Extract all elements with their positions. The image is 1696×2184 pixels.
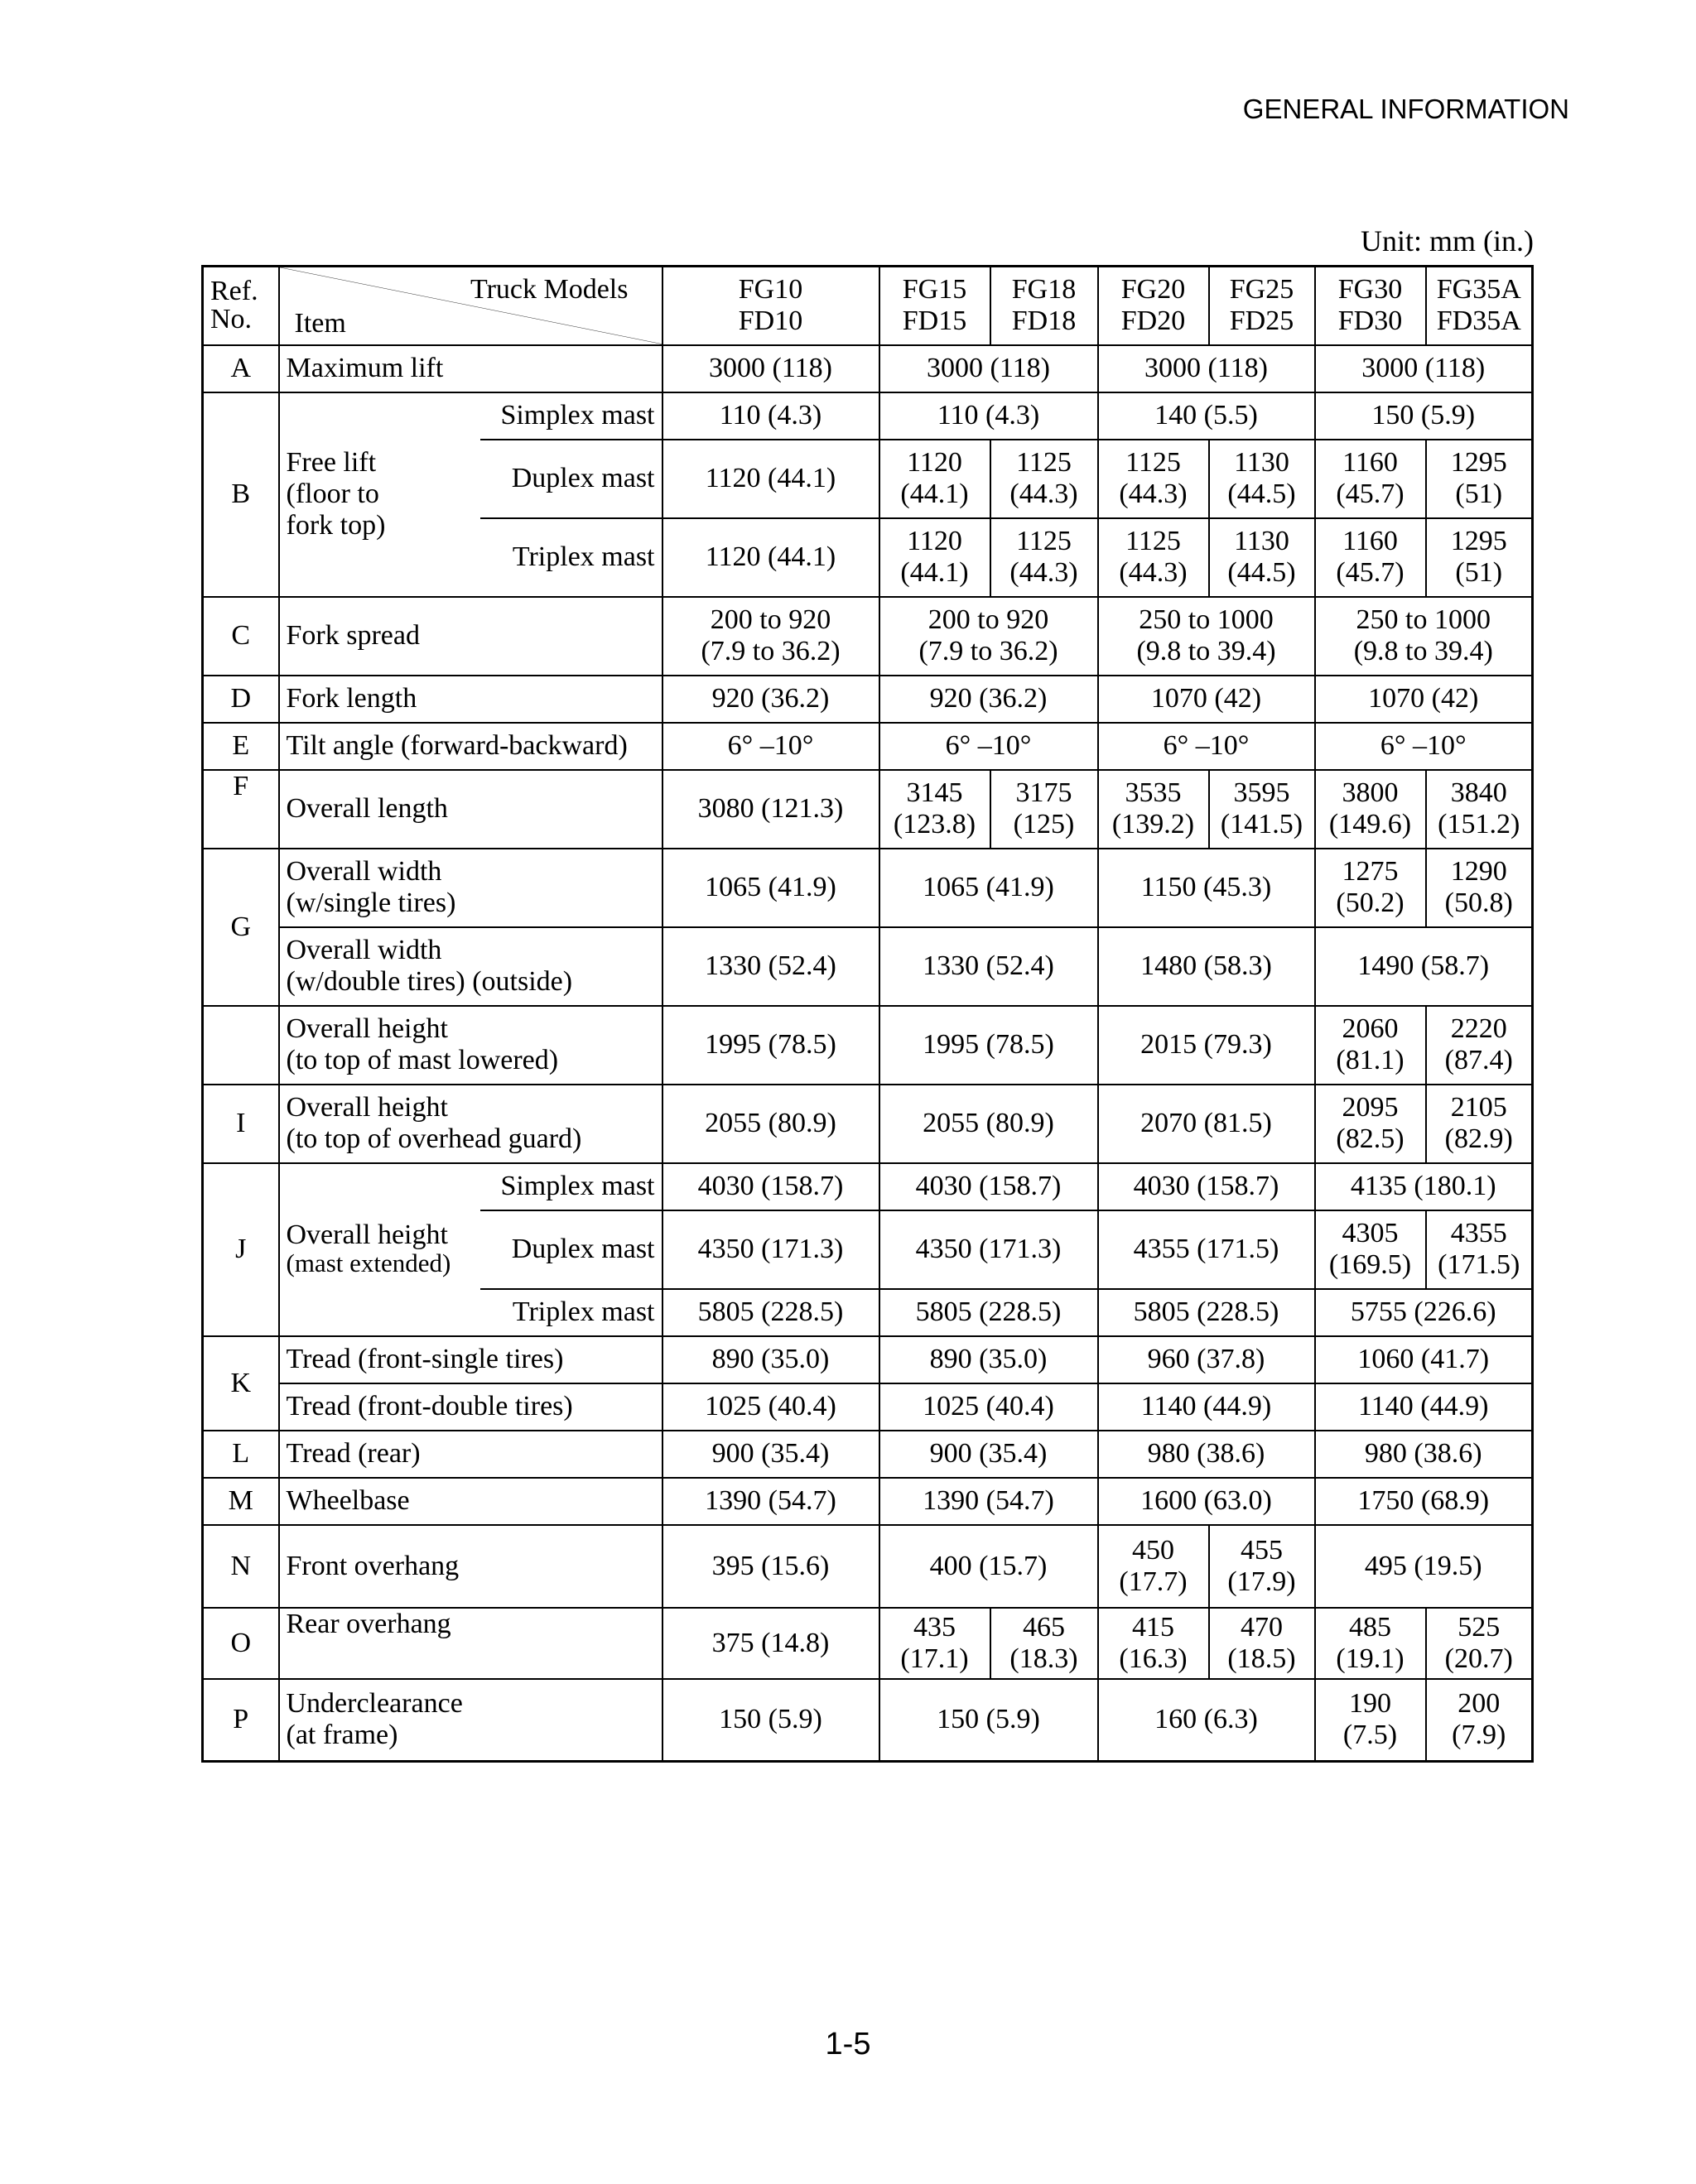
page-number: 1-5 [825, 2027, 871, 2061]
value-cell: 3175 (125) [990, 770, 1098, 849]
table-row [203, 392, 1533, 440]
model-fg35a: FG35A FD35A [1426, 267, 1533, 345]
value-cell: 1125 (44.3) [1098, 518, 1209, 597]
value-cell: 485 (19.1) [1315, 1608, 1426, 1679]
table-row [203, 849, 1533, 927]
table-row [203, 597, 1533, 676]
value-cell: 1750 (68.9) [1315, 1478, 1533, 1525]
ref-cell: B [203, 392, 279, 597]
sub-item-cell: Simplex mast [480, 392, 662, 440]
table-header-row [203, 267, 1533, 345]
value-cell: 4135 (180.1) [1315, 1163, 1533, 1210]
sub-item-cell: Simplex mast [480, 1163, 662, 1210]
value-cell: 1125 (44.3) [990, 518, 1098, 597]
value-cell: 2015 (79.3) [1098, 1006, 1315, 1085]
value-cell: 110 (4.3) [662, 392, 879, 440]
table-row [203, 1431, 1533, 1478]
value-cell: 1070 (42) [1098, 676, 1315, 723]
value-cell: 1060 (41.7) [1315, 1336, 1533, 1383]
table-row [203, 1163, 1533, 1210]
ref-cell: D [203, 676, 279, 723]
value-cell: 3595 (141.5) [1209, 770, 1315, 849]
value-cell: 1025 (40.4) [879, 1383, 1098, 1431]
table-row [203, 676, 1533, 723]
item-cell: Tread (front-double tires) [279, 1383, 662, 1431]
sub-item-cell: Triplex mast [480, 1289, 662, 1336]
value-cell: 150 (5.9) [879, 1679, 1098, 1762]
ref-cell: I [203, 1085, 279, 1163]
ref-cell: A [203, 345, 279, 392]
value-cell: 1290 (50.8) [1426, 849, 1533, 927]
value-cell: 1160 (45.7) [1315, 518, 1426, 597]
value-cell: 6° –10° [879, 723, 1098, 770]
value-cell: 3800 (149.6) [1315, 770, 1426, 849]
value-cell: 890 (35.0) [879, 1336, 1098, 1383]
item-label: Item [294, 307, 346, 339]
value-cell: 900 (35.4) [879, 1431, 1098, 1478]
value-cell: 400 (15.7) [879, 1525, 1098, 1608]
value-cell: 1330 (52.4) [879, 927, 1098, 1006]
value-cell: 3145 (123.8) [879, 770, 990, 849]
value-cell: 200 to 920 (7.9 to 36.2) [879, 597, 1098, 676]
value-cell: 1140 (44.9) [1098, 1383, 1315, 1431]
value-cell: 3000 (118) [1098, 345, 1315, 392]
value-cell: 3000 (118) [662, 345, 879, 392]
table-row [203, 770, 1533, 849]
ref-cell: C [203, 597, 279, 676]
value-cell: 250 to 1000 (9.8 to 39.4) [1315, 597, 1533, 676]
value-cell: 1330 (52.4) [662, 927, 879, 1006]
value-cell: 980 (38.6) [1315, 1431, 1533, 1478]
item-cell: Maximum lift [279, 345, 662, 392]
value-cell: 1390 (54.7) [662, 1478, 879, 1525]
table-row [203, 1679, 1533, 1762]
value-cell: 1490 (58.7) [1315, 927, 1533, 1006]
value-cell: 395 (15.6) [662, 1525, 879, 1608]
value-cell: 1065 (41.9) [879, 849, 1098, 927]
item-cell: Overall width (w/single tires) [279, 849, 662, 927]
value-cell: 250 to 1000 (9.8 to 39.4) [1098, 597, 1315, 676]
value-cell: 2095 (82.5) [1315, 1085, 1426, 1163]
value-cell: 2105 (82.9) [1426, 1085, 1533, 1163]
value-cell: 150 (5.9) [1315, 392, 1533, 440]
value-cell: 6° –10° [1098, 723, 1315, 770]
model-fg20: FG20 FD20 [1098, 267, 1209, 345]
value-cell: 890 (35.0) [662, 1336, 879, 1383]
value-cell: 375 (14.8) [662, 1608, 879, 1679]
model-fg10: FG10 FD10 [662, 267, 879, 345]
model-fg25: FG25 FD25 [1209, 267, 1315, 345]
value-cell: 525 (20.7) [1426, 1608, 1533, 1679]
table-row [203, 1336, 1533, 1383]
value-cell: 5805 (228.5) [662, 1289, 879, 1336]
value-cell: 190 (7.5) [1315, 1679, 1426, 1762]
value-cell: 1120 (44.1) [879, 518, 990, 597]
value-cell: 6° –10° [1315, 723, 1533, 770]
value-cell: 5805 (228.5) [1098, 1289, 1315, 1336]
value-cell: 4030 (158.7) [662, 1163, 879, 1210]
value-cell: 470 (18.5) [1209, 1608, 1315, 1679]
item-cell: Fork spread [279, 597, 662, 676]
ref-cell: G [203, 849, 279, 1006]
item-cell: Tread (rear) [279, 1431, 662, 1478]
value-cell: 2060 (81.1) [1315, 1006, 1426, 1085]
table-row [203, 1006, 1533, 1085]
value-cell: 3080 (121.3) [662, 770, 879, 849]
value-cell: 1295 (51) [1426, 518, 1533, 597]
value-cell: 4350 (171.3) [662, 1210, 879, 1289]
value-cell: 3000 (118) [1315, 345, 1533, 392]
ref-cell: F [203, 770, 279, 849]
value-cell: 2055 (80.9) [662, 1085, 879, 1163]
value-cell: 1130 (44.5) [1209, 518, 1315, 597]
table-row [203, 927, 1533, 1006]
value-cell: 3840 (151.2) [1426, 770, 1533, 849]
item-cell: Fork length [279, 676, 662, 723]
value-cell: 495 (19.5) [1315, 1525, 1533, 1608]
item-cell: Overall height (to top of mast lowered) [279, 1006, 662, 1085]
table-row [203, 1608, 1533, 1679]
value-cell: 2055 (80.9) [879, 1085, 1098, 1163]
value-cell: 4350 (171.3) [879, 1210, 1098, 1289]
value-cell: 920 (36.2) [662, 676, 879, 723]
value-cell: 450 (17.7) [1098, 1525, 1209, 1608]
value-cell: 2070 (81.5) [1098, 1085, 1315, 1163]
table-row [203, 1383, 1533, 1431]
value-cell: 4305 (169.5) [1315, 1210, 1426, 1289]
value-cell: 1160 (45.7) [1315, 440, 1426, 518]
model-fg30: FG30 FD30 [1315, 267, 1426, 345]
value-cell: 1390 (54.7) [879, 1478, 1098, 1525]
value-cell: 4355 (171.5) [1098, 1210, 1315, 1289]
item-cell: Underclearance (at frame) [279, 1679, 662, 1762]
value-cell: 1600 (63.0) [1098, 1478, 1315, 1525]
value-cell: 1070 (42) [1315, 676, 1533, 723]
value-cell: 3535 (139.2) [1098, 770, 1209, 849]
sub-item-cell: Triplex mast [480, 518, 662, 597]
value-cell: 150 (5.9) [662, 1679, 879, 1762]
value-cell: 1995 (78.5) [879, 1006, 1098, 1085]
item-cell: Overall height (mast extended) [279, 1163, 480, 1336]
value-cell: 1295 (51) [1426, 440, 1533, 518]
value-cell: 1125 (44.3) [1098, 440, 1209, 518]
table-row [203, 1085, 1533, 1163]
ref-cell: K [203, 1336, 279, 1431]
value-cell: 1125 (44.3) [990, 440, 1098, 518]
value-cell: 3000 (118) [879, 345, 1098, 392]
value-cell: 1120 (44.1) [662, 518, 879, 597]
value-cell: 5755 (226.6) [1315, 1289, 1533, 1336]
sub-item-cell: Duplex mast [480, 1210, 662, 1289]
section-header: GENERAL INFORMATION [1242, 94, 1569, 124]
item-cell: Overall height (to top of overhead guard) [279, 1085, 662, 1163]
value-cell: 1995 (78.5) [662, 1006, 879, 1085]
value-cell: 2220 (87.4) [1426, 1006, 1533, 1085]
value-cell: 1275 (50.2) [1315, 849, 1426, 927]
item-cell: Tilt angle (forward-backward) [279, 723, 662, 770]
table-row [203, 723, 1533, 770]
value-cell: 1120 (44.1) [662, 440, 879, 518]
item-cell: Rear overhang [279, 1608, 662, 1679]
value-cell: 1140 (44.9) [1315, 1383, 1533, 1431]
ref-cell: J [203, 1163, 279, 1336]
item-cell: Wheelbase [279, 1478, 662, 1525]
model-fg18: FG18 FD18 [990, 267, 1098, 345]
ref-cell: E [203, 723, 279, 770]
value-cell: 6° –10° [662, 723, 879, 770]
value-cell: 160 (6.3) [1098, 1679, 1315, 1762]
ref-cell: P [203, 1679, 279, 1762]
ref-no-header: Ref. No. [203, 267, 279, 345]
corner-header [279, 267, 662, 345]
value-cell: 455 (17.9) [1209, 1525, 1315, 1608]
value-cell: 200 (7.9) [1426, 1679, 1533, 1762]
item-cell: Front overhang [279, 1525, 662, 1608]
value-cell: 4355 (171.5) [1426, 1210, 1533, 1289]
value-cell: 1130 (44.5) [1209, 440, 1315, 518]
value-cell: 415 (16.3) [1098, 1608, 1209, 1679]
item-cell: Tread (front-single tires) [279, 1336, 662, 1383]
sub-item-cell: Duplex mast [480, 440, 662, 518]
value-cell: 920 (36.2) [879, 676, 1098, 723]
value-cell: 1065 (41.9) [662, 849, 879, 927]
ref-cell: L [203, 1431, 279, 1478]
truck-models-label: Truck Models [470, 274, 629, 305]
value-cell: 1150 (45.3) [1098, 849, 1315, 927]
value-cell: 1025 (40.4) [662, 1383, 879, 1431]
value-cell: 465 (18.3) [990, 1608, 1098, 1679]
table-row [203, 345, 1533, 392]
value-cell: 960 (37.8) [1098, 1336, 1315, 1383]
model-fg15: FG15 FD15 [879, 267, 990, 345]
item-cell: Overall length [279, 770, 662, 849]
table-row [203, 1525, 1533, 1608]
ref-cell: O [203, 1608, 279, 1679]
value-cell: 1480 (58.3) [1098, 927, 1315, 1006]
value-cell: 4030 (158.7) [879, 1163, 1098, 1210]
spec-table [201, 265, 1534, 1763]
value-cell: 900 (35.4) [662, 1431, 879, 1478]
value-cell: 5805 (228.5) [879, 1289, 1098, 1336]
value-cell: 980 (38.6) [1098, 1431, 1315, 1478]
value-cell: 200 to 920 (7.9 to 36.2) [662, 597, 879, 676]
value-cell: 140 (5.5) [1098, 392, 1315, 440]
value-cell: 4030 (158.7) [1098, 1163, 1315, 1210]
value-cell: 435 (17.1) [879, 1608, 990, 1679]
ref-cell: N [203, 1525, 279, 1608]
value-cell: 1120 (44.1) [879, 440, 990, 518]
ref-cell: M [203, 1478, 279, 1525]
item-cell: Free lift (floor to fork top) [279, 392, 480, 597]
ref-cell [203, 1006, 279, 1085]
unit-note: Unit: mm (in.) [1361, 224, 1534, 257]
table-row [203, 1478, 1533, 1525]
item-cell: Overall width (w/double tires) (outside) [279, 927, 662, 1006]
value-cell: 110 (4.3) [879, 392, 1098, 440]
